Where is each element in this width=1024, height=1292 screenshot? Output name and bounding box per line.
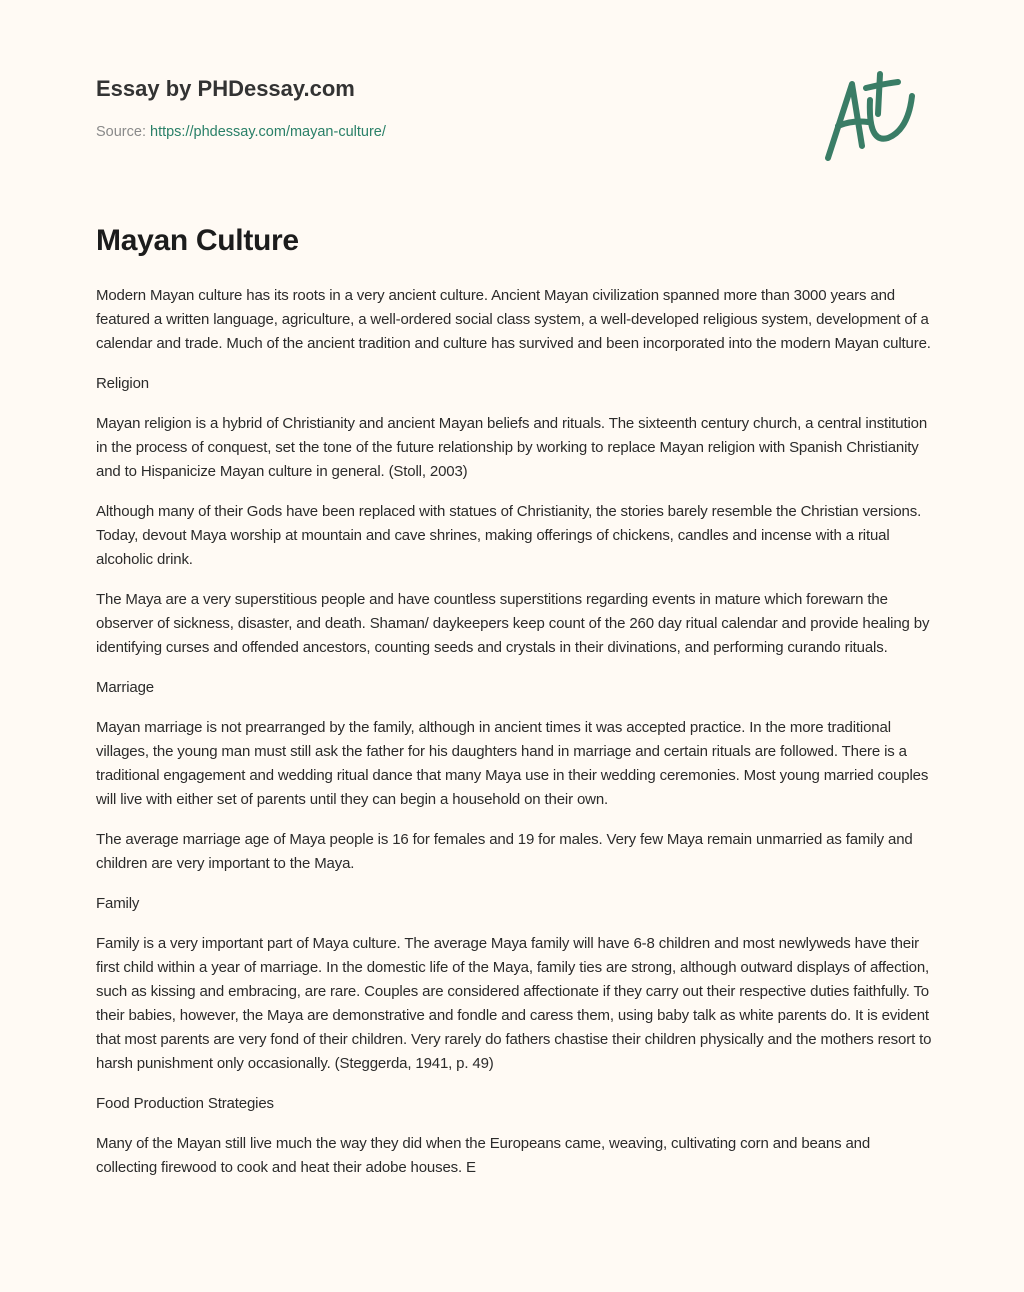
paragraph: Mayan marriage is not prearranged by the family, although in ancient times it was accepted practice. In the more traditional villages, the young man must still ask the father for his daughters hand in marriage and certain rituals are followed. There is a traditional engagement and wedding ritual dance that many Maya use in their wedding ceremonies. Most young married couples will live with either set of parents until they can begin a household on their own. xyxy=(96,719,929,808)
essay-body xyxy=(96,284,932,1196)
source-label: Source: xyxy=(96,124,150,140)
paragraph: Modern Mayan culture has its roots in a very ancient culture. Ancient Mayan civilization spanned more than 3000 years and featured a written language, agriculture, a well-ordered social class system, a well-developed religious system, development of a calendar and trade. Much of the ancient tradition and culture has survived and been incorporated into the modern Mayan culture. xyxy=(96,287,931,352)
a-plus-logo-icon xyxy=(820,66,930,166)
paragraph: Family is a very important part of Maya culture. The average Maya family will have 6-8 children and most newlyweds have their first child within a year of marriage. In the domestic life of the Maya, family ties are strong, although outward displays of affection, such as kissing and embracing, are rare. Couples are considered affectionate if they carry out their respective duties faithfully. To their babies, however, the Maya are demonstrative and fondle and caress them, using baby talk as white parents do. It is evident that most parents are very fond of their children. Very rarely do fathers chastise their children physically and the mothers resort to harsh punishment only occasionally. (Steggerda, 1941, p. 49) xyxy=(96,935,932,1072)
page-title: Mayan Culture xyxy=(96,224,299,257)
paragraph: Although many of their Gods have been replaced with statues of Christianity, the stories barely resemble the Christian versions. Today, devout Maya worship at mountain and cave shrines, making offerings of chickens, candles and incense with a ritual alcoholic drink. xyxy=(96,503,922,568)
section-heading-religion: Religion xyxy=(96,375,149,392)
paragraph: Mayan religion is a hybrid of Christianity and ancient Mayan beliefs and rituals. The sixteenth century church, a central institution in the process of conquest, set the tone of the future relationship by working to replace Mayan religion with Spanish Christianity and to Hispanicize Mayan culture in general. (Stoll, 2003) xyxy=(96,415,928,480)
source-line xyxy=(96,124,386,140)
section-heading-family: Family xyxy=(96,895,140,912)
section-heading-marriage: Marriage xyxy=(96,679,154,696)
paragraph: The Maya are a very superstitious people and have countless superstitions regarding events in mature which forewarn the observer of sickness, disaster, and death. Shaman/ daykeepers keep count of the 260 day ritual calendar and provide healing by identifying curses and offended ancestors, counting seeds and crystals in their divinations, and performing curando rituals. xyxy=(96,591,930,656)
section-heading-food-production: Food Production Strategies xyxy=(96,1095,274,1112)
paragraph: The average marriage age of Maya people is 16 for females and 19 for males. Very few Maya remain unmarried as family and children are very important to the Maya. xyxy=(96,831,913,872)
paragraph: Many of the Mayan still live much the way they did when the Europeans came, weaving, cultivating corn and beans and collecting firewood to cook and heat their adobe houses. E xyxy=(96,1135,871,1176)
source-link[interactable]: https://phdessay.com/mayan-culture/ xyxy=(150,124,386,140)
site-title: Essay by PHDessay.com xyxy=(96,76,355,101)
